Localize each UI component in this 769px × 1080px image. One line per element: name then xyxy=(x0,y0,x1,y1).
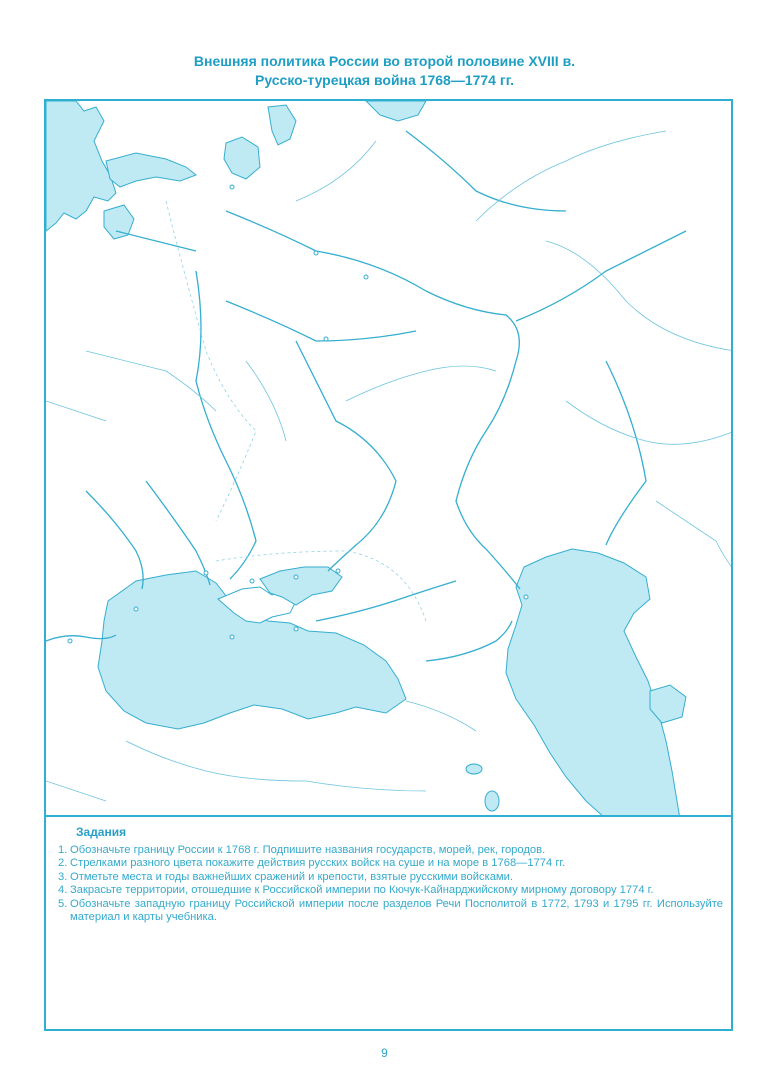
kama-river xyxy=(516,231,686,321)
dniester-river xyxy=(86,491,143,589)
town-marker xyxy=(68,639,72,643)
town-marker xyxy=(314,251,318,255)
oka-river xyxy=(226,301,416,341)
lake-onega xyxy=(268,105,296,145)
map-drawing xyxy=(46,101,733,817)
task-item: 1. Обозначьте границу России к 1768 г. Подпишите названия государств, морей, рек, городов. xyxy=(58,844,546,856)
task-item: 4. Закрасьте территории, отошедшие к Российской империи по Кючук-Кайнарджийскому мирному договору 1774 г. xyxy=(58,884,654,897)
southern-bug-river xyxy=(146,481,210,585)
gulf-of-finland xyxy=(106,153,196,187)
town-marker xyxy=(294,627,298,631)
tasks-heading: Задания xyxy=(76,825,127,839)
town-marker xyxy=(204,571,208,575)
town-marker xyxy=(230,185,234,189)
town-marker xyxy=(324,337,328,341)
map-subtitle: Русско-турецкая война 1768—1774 гг. xyxy=(254,72,515,88)
caspian-sea xyxy=(506,549,680,817)
kuban-river xyxy=(316,581,456,621)
lake-sevan xyxy=(466,764,482,774)
dnieper-river xyxy=(196,271,256,579)
town-marker xyxy=(336,569,340,573)
border-line-west xyxy=(166,201,256,521)
town-marker xyxy=(364,275,368,279)
lake-urmia xyxy=(485,791,499,811)
lake-ladoga xyxy=(224,137,260,179)
western-dvina-river xyxy=(116,231,196,251)
task-item: 2. Стрелками разного цвета покажите действия русских войск на суше и на море в 1768—1774 гг. xyxy=(58,857,566,870)
town-marker xyxy=(230,635,234,639)
contour-map xyxy=(44,99,733,817)
town-marker xyxy=(294,575,298,579)
terek-river xyxy=(426,621,512,661)
town-marker xyxy=(250,579,254,583)
town-marker xyxy=(524,595,528,599)
white-sea xyxy=(366,101,426,121)
don-river xyxy=(296,341,396,571)
task-item: 5. Обозначьте западную границу Российской империи после разделов Речи Посполитой в 1772, 1793 и 1795 гг. Используйте материал и карты учебника. xyxy=(58,897,723,924)
tasks-panel xyxy=(44,817,733,1031)
map-title: Внешняя политика России во второй половине XVIII в. xyxy=(193,53,576,69)
page-number: 9 xyxy=(381,1046,388,1060)
task-item: 3. Отметьте места и годы важнейших сражений и крепости, взятые русскими войсками. xyxy=(58,870,513,883)
ural-river xyxy=(606,361,646,545)
town-marker xyxy=(134,607,138,611)
northern-dvina-river xyxy=(406,131,566,211)
